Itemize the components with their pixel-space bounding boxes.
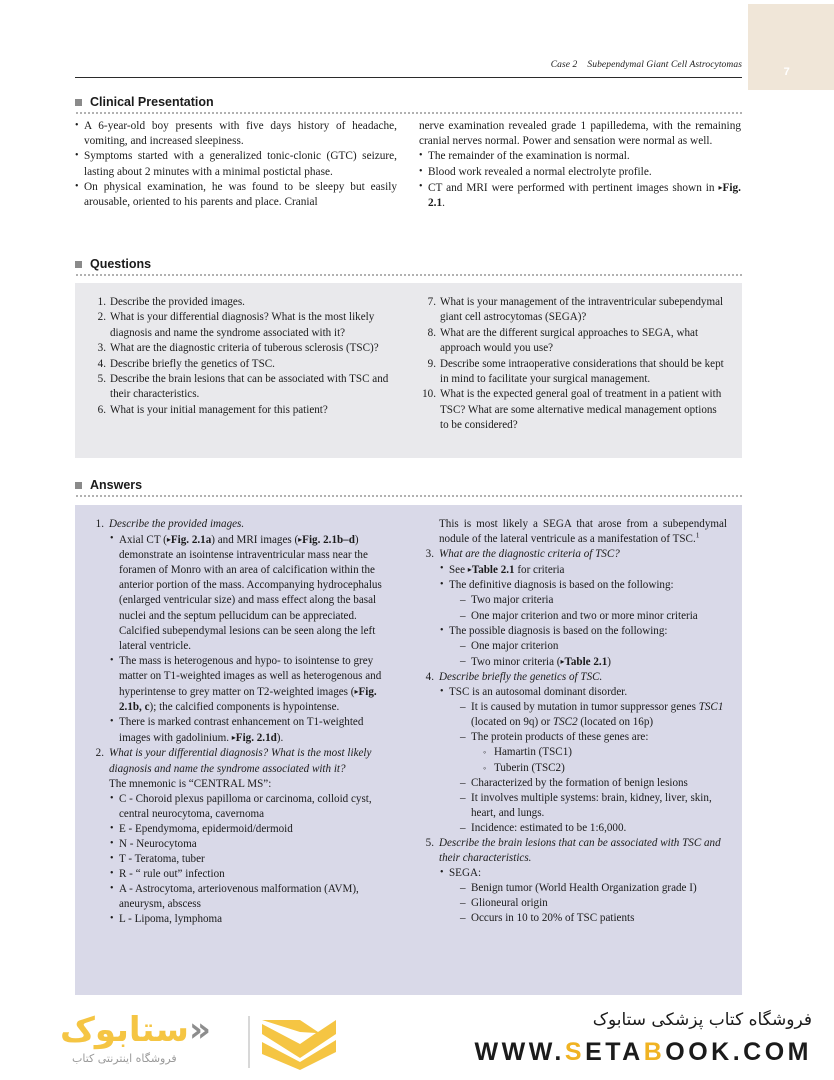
list-item [419, 326, 727, 357]
table-reference: Table 2.1 [471, 564, 515, 577]
section-dotted-rule [75, 274, 742, 276]
questions-left-list [89, 295, 397, 418]
logo-divider [248, 1016, 250, 1068]
logo-chevron-mark-icon [260, 1018, 338, 1070]
list-item: • N - Neurocytoma [109, 837, 397, 852]
answers-right-list [419, 547, 727, 926]
list-item: – Incidence: estimated to be 1:6,000. [460, 821, 727, 836]
list-item: • C - Choroid plexus papilloma or carcinoma, colloid cyst, central neurocytoma, cavernoma [109, 792, 397, 822]
page-number: 7 [783, 66, 790, 78]
figure-ref-triangle-icon: ▸ [354, 687, 359, 697]
list-item-text: Describe briefly the genetics of TSC. [110, 357, 275, 370]
list-item-text: Describe the brain lesions that can be associated with TSC and their characteristics. [110, 373, 389, 401]
clinical-presentation-continuation: nerve examination revealed grade 1 papilledema, with the remaining cranial nerves normal. Power and sensation were normal as well. [419, 120, 741, 148]
list-item-text: What is your differential diagnosis? What is the most likely diagnosis and name the syndrome associated with it? [110, 311, 375, 339]
text-fragment: ); the calcified components is hypointense. [149, 701, 340, 714]
list-item: – Benign tumor (World Health Organization grade I) [460, 881, 727, 896]
list-item: • R - “ rule out” infection [109, 867, 397, 882]
list-item [439, 562, 727, 578]
list-item [460, 700, 727, 730]
figure-ref-triangle-icon: ▸ [718, 182, 723, 192]
url-highlight-s: S [564, 1038, 586, 1066]
table-ref-triangle-icon: ▸ [560, 656, 565, 666]
list-item: • CT and MRI were performed with pertinent images shown in ▸Fig. 2.1. [419, 180, 741, 211]
list-item: • T - Teratoma, tuber [109, 852, 397, 867]
text-fragment: It is caused by mutation in tumor suppressor genes [471, 701, 699, 714]
figure-reference: Fig. 2.1 [428, 181, 741, 210]
answer-3-sub-bullets-definitive [449, 593, 727, 623]
list-item [439, 866, 727, 926]
questions-right-list [419, 295, 727, 434]
list-item-number: 4. [425, 670, 434, 683]
answer-3-bullets [439, 562, 727, 670]
answers-right-column [419, 517, 727, 928]
text-fragment: The protein products of these genes are: [471, 731, 649, 744]
questions-box [75, 283, 742, 458]
section-dotted-rule [75, 112, 742, 114]
section-marker-square [75, 482, 82, 489]
footnote-marker: 1 [695, 530, 700, 540]
list-item [89, 310, 397, 341]
answer-item-1 [89, 517, 397, 746]
list-item: • L - Lipoma, lymphoma [109, 912, 397, 927]
questions-right-column [419, 295, 727, 434]
text-fragment: See [449, 564, 468, 577]
list-item [109, 532, 397, 654]
list-item: • Symptoms started with a generalized tonic-clonic (GTC) seizure, lasting about 2 minutes with a minimal postictal phase. [75, 149, 397, 179]
clinical-presentation-left-column [75, 119, 397, 211]
figure-reference: Fig. 2.1d [235, 732, 277, 745]
footer-tagline: فروشگاه کتاب پزشکی ستابوک [592, 1010, 812, 1030]
list-item-number: 2. [97, 311, 106, 324]
running-head-rule [75, 77, 742, 78]
list-item: ◦ Tuberin (TSC2) [483, 761, 727, 776]
list-item-number: 5. [425, 836, 434, 849]
answer-4-bullets [439, 685, 727, 836]
figure-reference: Fig. 2.1b, c [119, 686, 377, 714]
answer-4-protein-list [471, 745, 727, 775]
text-fragment: This is most likely a SEGA that arose from a subependymal nodule of the lateral ventricule as a manifestation of TSC. [439, 518, 727, 546]
list-item-number: 10. [422, 388, 436, 401]
list-item [89, 341, 397, 356]
answer-title: What are the diagnostic criteria of TSC? [439, 548, 620, 561]
gene-name: TSC1 [698, 701, 724, 714]
answer-3-sub-bullets-possible [449, 639, 727, 670]
list-item: – One major criterion and two or more minor criteria [460, 609, 727, 624]
list-item-number: 2. [95, 747, 104, 760]
list-item [419, 295, 727, 326]
answer-5-sub-bullets [449, 881, 727, 926]
answer-item-5 [419, 836, 727, 927]
list-item: • Blood work revealed a normal electrolyte profile. [419, 165, 741, 180]
footer-watermark [0, 1000, 834, 1080]
list-item-text: CT and MRI were performed with pertinent images shown in [428, 181, 715, 194]
text-fragment: Axial CT ( [119, 534, 167, 547]
url-fragment: ETA [585, 1038, 644, 1066]
page-number-tab [748, 4, 834, 90]
text-fragment: The possible diagnosis is based on the following: [449, 624, 668, 637]
section-header-questions [75, 257, 742, 276]
text-fragment: (located on 9q) or [471, 716, 553, 729]
list-item-number: 7. [427, 296, 436, 308]
list-item [89, 403, 397, 418]
answer-title: Describe briefly the genetics of TSC. [439, 670, 603, 683]
section-title: Clinical Presentation [90, 95, 214, 109]
clinical-presentation-right-column [419, 119, 741, 211]
answers-left-column [89, 517, 397, 928]
answer-1-bullets [109, 532, 397, 746]
text-fragment: The definitive diagnosis is based on the following: [449, 579, 674, 592]
section-header-clinical-presentation [75, 95, 742, 114]
answer-item-4 [419, 670, 727, 836]
answers-box [75, 505, 742, 995]
list-item-number: 8. [427, 326, 436, 339]
answer-item-2 [89, 746, 397, 927]
list-item [109, 654, 397, 715]
text-fragment: ) demonstrate an isointense intraventricular mass near the foramen of Monro with an area of calcification within the anterior portion of the mass. Accompanying hydrocephalus (enlarged ventricular size) and mass effect along the basal nuclei and the septum pellucidum can be appreciated. Calcified subependymal lesions can be seen along the left lateral ventricle. [119, 534, 382, 652]
list-item [419, 357, 727, 388]
running-head-case-title: Subependymal Giant Cell Astrocytomas [587, 60, 742, 70]
list-item: • A - Astrocytoma, arteriovenous malformation (AVM), aneurysm, abscess [109, 882, 397, 912]
table-reference: Table 2.1 [564, 655, 608, 668]
footer-url [475, 1038, 812, 1067]
list-item-number: 3. [425, 548, 434, 561]
answer-title: Describe the provided images. [109, 518, 245, 530]
table-ref-triangle-icon: ▸ [467, 565, 472, 575]
list-item-number: 3. [97, 342, 106, 355]
list-item-text: What is the expected general goal of treatment in a patient with TSC? What are some alternative medical management options to be considered? [440, 388, 722, 432]
list-item-text: Describe some intraoperative considerations that should be kept in mind to facilitate your surgical management. [440, 357, 724, 386]
list-item [439, 624, 727, 670]
answer-title: What is your differential diagnosis? What is the most likely diagnosis and name the syndrome associated with it? [109, 747, 372, 775]
text-fragment: ) and MRI images ( [211, 534, 299, 547]
section-title: Answers [90, 478, 143, 492]
list-item [89, 295, 397, 310]
list-item [109, 715, 397, 746]
logo-chevron-icon: « [188, 1010, 211, 1050]
url-highlight-b: B [643, 1038, 666, 1066]
answer-2-continuation [419, 517, 727, 547]
list-item-number: 4. [97, 357, 106, 370]
figure-reference: Fig. 2.1a [170, 534, 212, 547]
section-dotted-rule [75, 495, 742, 497]
answer-2-lead: The mnemonic is “CENTRAL MS”: [109, 777, 272, 790]
list-item: – It involves multiple systems: brain, kidney, liver, skin, heart, and lungs. [460, 791, 727, 821]
list-item: • A 6-year-old boy presents with five days history of headache, vomiting, and increased sleepiness. [75, 119, 397, 149]
list-item: • The remainder of the examination is normal. [419, 149, 741, 164]
text-fragment: (located on 16p) [577, 716, 654, 729]
list-item: – Two major criteria [460, 593, 727, 608]
list-item: • E - Ependymoma, epidermoid/dermoid [109, 822, 397, 837]
text-fragment: SEGA: [449, 867, 482, 880]
text-fragment: TSC is an autosomal dominant disorder. [449, 686, 628, 699]
answer-4-sub-bullets [449, 700, 727, 836]
list-item-number: 1. [95, 518, 104, 530]
text-fragment: ). [276, 732, 284, 745]
list-item-text: What are the diagnostic criteria of tuberous sclerosis (TSC)? [110, 342, 379, 355]
list-item: – Glioneural origin [460, 896, 727, 911]
questions-left-column [89, 295, 397, 434]
running-head-case-number: Case 2 [550, 60, 578, 70]
list-item: – Characterized by the formation of benign lesions [460, 776, 727, 791]
clinical-presentation-right-list [419, 149, 741, 211]
list-item: – Occurs in 10 to 20% of TSC patients [460, 911, 727, 926]
gene-name: TSC2 [552, 716, 578, 729]
list-item [89, 372, 397, 403]
url-fragment: OOK.COM [665, 1038, 812, 1066]
text-fragment: Two minor criteria ( [471, 655, 561, 668]
list-item-number: 9. [427, 357, 436, 370]
list-item [439, 685, 727, 836]
list-item-text: What is your management of the intraventricular subependymal giant cell astrocytomas (SEGA)? [440, 296, 724, 324]
answer-2-bullets [109, 792, 397, 928]
answer-title: Describe the brain lesions that can be associated with TSC and their characteristics. [439, 836, 721, 865]
figure-reference: Fig. 2.1b–d [302, 534, 355, 547]
list-item-text: What is your initial management for this patient? [110, 403, 328, 416]
section-marker-square [75, 261, 82, 268]
section-header-answers [75, 478, 742, 497]
url-fragment: WWW. [474, 1038, 565, 1066]
text-fragment: There is marked contrast enhancement on T1-weighted images with gadolinium. [119, 716, 364, 745]
figure-ref-triangle-icon: ▸ [231, 733, 236, 743]
text-fragment: The mass is heterogenous and hypo- to isointense to grey matter on T1-weighted images as well as heterogenous and hyperintense to grey matter on T2-weighted images ( [119, 654, 382, 699]
running-head [75, 60, 742, 70]
list-item: • On physical examination, he was found to be sleepy but easily arousable, oriented to his parents and place. Cranial [75, 180, 397, 210]
list-item [439, 578, 727, 623]
section-marker-square [75, 99, 82, 106]
figure-ref-triangle-icon: ▸ [298, 535, 303, 545]
clinical-presentation-columns [75, 119, 742, 211]
logo-subtitle: فروشگاه اینترنتی کتاب [72, 1052, 177, 1065]
list-item-number: 6. [97, 403, 106, 416]
setabook-logo [60, 1008, 390, 1074]
clinical-presentation-left-list [75, 119, 397, 210]
list-item [419, 387, 727, 433]
figure-ref-triangle-icon: ▸ [166, 535, 171, 545]
answer-item-3 [419, 547, 727, 670]
list-item: – One major criterion [460, 639, 727, 654]
list-item: ◦ Hamartin (TSC1) [483, 745, 727, 760]
list-item [89, 357, 397, 372]
list-item-text: Describe the provided images. [110, 296, 245, 308]
list-item [460, 654, 727, 670]
section-title: Questions [90, 257, 152, 271]
list-item-number: 1. [97, 296, 106, 308]
list-item-text: What are the different surgical approaches to SEGA, what approach would you use? [440, 326, 699, 355]
list-item [460, 730, 727, 775]
text-fragment: ) [607, 655, 611, 668]
text-fragment: for criteria [514, 564, 565, 577]
list-item-number: 5. [97, 373, 106, 386]
answer-5-bullets [439, 866, 727, 926]
logo-wordmark [60, 1010, 211, 1050]
answers-left-list [89, 517, 397, 928]
logo-text: ستابوک [60, 1010, 189, 1050]
